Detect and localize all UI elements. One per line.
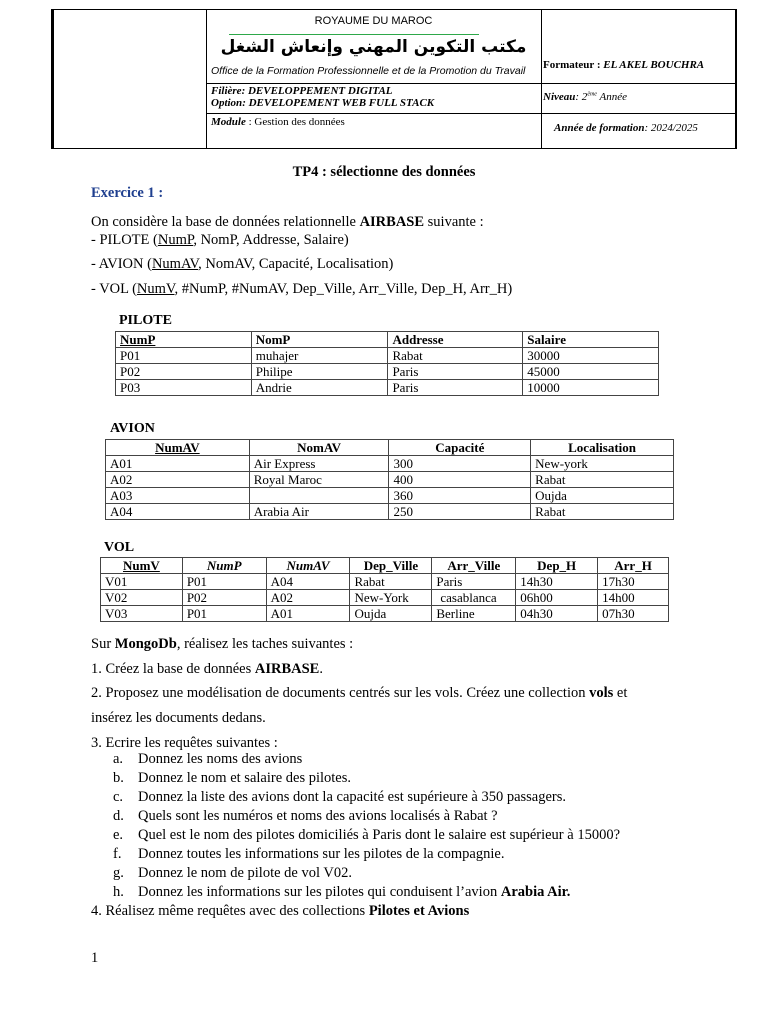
table-row [116,348,659,364]
table-cell: A04 [106,504,250,520]
table-cell [249,488,389,504]
table-row [116,380,659,396]
table-header-row [101,558,669,574]
table-cell: 360 [389,488,531,504]
table-cell: V03 [101,606,183,622]
table-cell: Arabia Air [249,504,389,520]
header-green-line [229,34,479,35]
table-cell: muhajer [251,348,388,364]
table-cell: 04h30 [516,606,598,622]
page-number: 1 [91,950,99,966]
list-item: b. Donnez le nom et salaire des pilotes. [113,770,352,786]
vol-table-title: VOL [104,540,135,555]
table-cell: Rabat [531,504,674,520]
table-row [101,606,669,622]
annee-formation-field: Année de formation: 2024/2025 [554,122,698,134]
table-cell: Paris [388,364,523,380]
table-cell: 45000 [523,364,659,380]
list-item: f. Donnez toutes les informations sur les pilotes de la compagnie. [113,846,505,862]
table-header-cell: NomP [251,332,388,348]
table-cell: Paris [432,574,516,590]
table-row [101,590,669,606]
list-item: g. Donnez le nom de pilote de vol V02. [113,865,352,881]
table-cell: 14h00 [598,590,669,606]
avion-table [105,439,674,520]
schema-pilote: - PILOTE (NumP, NomP, Addresse, Salaire) [91,232,349,248]
table-row [106,504,674,520]
list-item: a. Donnez les noms des avions [113,751,303,767]
table-header-cell: Localisation [531,440,674,456]
pilote-table-title: PILOTE [119,313,172,328]
table-cell: V02 [101,590,183,606]
table-cell: P01 [182,574,266,590]
schema-avion: - AVION (NumAV, NomAV, Capacité, Localisation) [91,256,394,272]
table-cell: A01 [266,606,350,622]
table-header-cell: Capacité [389,440,531,456]
table-cell: V01 [101,574,183,590]
ofppt-arabic-logo: مكتب التكوين المهني وإنعاش الشغل [220,37,527,57]
option-field: Option: DEVELOPEMENT WEB FULL STACK [211,97,435,109]
table-cell: A04 [266,574,350,590]
list-item: e. Quel est le nom des pilotes domiciliés à Paris dont le salaire est supérieur à 15000? [113,827,621,843]
office-name: Office de la Formation Professionnelle et de la Promotion du Travail [211,65,526,77]
table-cell: P01 [116,348,252,364]
table-header-cell: NumAV [266,558,350,574]
table-row [106,456,674,472]
table-header-cell: NumV [101,558,183,574]
table-cell: 14h30 [516,574,598,590]
table-header-cell: Arr_H [598,558,669,574]
table-row [106,488,674,504]
table-cell: P02 [182,590,266,606]
table-header-cell: Arr_Ville [432,558,516,574]
table-cell: P02 [116,364,252,380]
table-row [101,574,669,590]
table-cell: 06h00 [516,590,598,606]
schema-vol: - VOL (NumV, #NumP, #NumAV, Dep_Ville, Arr_Ville, Dep_H, Arr_H) [91,281,513,297]
table-cell: 10000 [523,380,659,396]
task-3: 3. Ecrire les requêtes suivantes : [91,735,278,751]
table-cell: Philipe [251,364,388,380]
table-cell: P03 [116,380,252,396]
document-header [51,9,737,149]
pilote-table [115,331,659,396]
table-cell: Air Express [249,456,389,472]
table-cell: 400 [389,472,531,488]
table-header-cell: NomAV [249,440,389,456]
module-field: Module : Gestion des données [211,116,345,128]
table-header-cell: Salaire [523,332,659,348]
table-cell: P01 [182,606,266,622]
task-1: 1. Créez la base de données AIRBASE. [91,661,323,677]
table-header-cell: NumAV [106,440,250,456]
table-cell: Paris [388,380,523,396]
table-cell: New-york [531,456,674,472]
table-cell: Rabat [388,348,523,364]
task-2: 2. Proposez une modélisation de documents centrés sur les vols. Créez une collection vols et [91,685,628,701]
avion-table-title: AVION [110,421,155,436]
table-row [116,364,659,380]
table-header-cell: Addresse [388,332,523,348]
table-cell: Rabat [350,574,432,590]
exercise-heading: Exercice 1 : [91,185,164,201]
tasks-intro: Sur MongoDb, réalisez les taches suivantes : [91,636,354,652]
table-header-row [106,440,674,456]
table-cell: Rabat [531,472,674,488]
table-cell: 250 [389,504,531,520]
table-cell: Oujda [531,488,674,504]
task-2-continued: insérez les documents dedans. [91,710,266,726]
table-cell: 07h30 [598,606,669,622]
table-cell: A01 [106,456,250,472]
list-item: h. Donnez les informations sur les pilotes qui conduisent l’avion Arabia Air. [113,884,571,900]
table-cell: casablanca [432,590,516,606]
table-cell: Andrie [251,380,388,396]
list-item: c. Donnez la liste des avions dont la capacité est supérieure à 350 passagers. [113,789,567,805]
table-header-cell: Dep_H [516,558,598,574]
formateur-field: Formateur : EL AKEL BOUCHRA [543,59,705,71]
table-cell: Royal Maroc [249,472,389,488]
table-header-cell: NumP [116,332,252,348]
table-cell: A03 [106,488,250,504]
table-cell: New-York [350,590,432,606]
table-cell: Berline [432,606,516,622]
table-cell: 30000 [523,348,659,364]
table-cell: 300 [389,456,531,472]
table-cell: 17h30 [598,574,669,590]
niveau-field: Niveau: 2ème Année [543,91,628,103]
table-header-cell: NumP [182,558,266,574]
task-4: 4. Réalisez même requêtes avec des collections Pilotes et Avions [91,903,470,919]
table-cell: A02 [106,472,250,488]
vol-table [100,557,669,622]
query-list [113,750,620,902]
table-row [106,472,674,488]
table-header-cell: Dep_Ville [350,558,432,574]
page-title: TP4 : sélectionne des données [292,164,476,180]
table-header-row [116,332,659,348]
kingdom-label: ROYAUME DU MAROC [314,15,433,27]
table-cell: A02 [266,590,350,606]
table-cell: Oujda [350,606,432,622]
intro-text: On considère la base de données relationnelle AIRBASE suivante : [91,214,484,230]
list-item: d. Quels sont les numéros et noms des avions localisés à Rabat ? [113,808,498,824]
filiere-field: Filière: DEVELOPPEMENT DIGITAL [211,85,393,97]
